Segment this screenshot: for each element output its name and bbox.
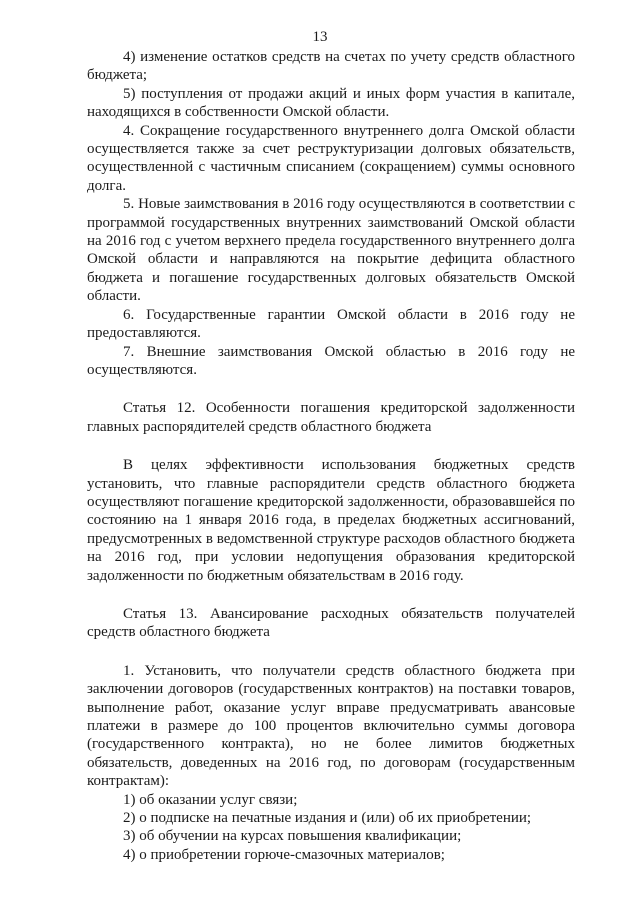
list-item-fuel-lubricants: 4) о приобретении горюче-смазочных материалов; [123, 846, 445, 863]
list-item-subscriptions: 2) о подписке на печатные издания и (или) об их приобретении; [123, 810, 532, 827]
paragraph-4-debt-reduction: 4. Сокращение государственного внутреннего долга Омской области осуществляется также за счет реструктуризации долговых обязательств, осуществленной с частичным списанием (сокращением) суммы основного долга. [87, 122, 575, 194]
paragraph-7-external-borrowings: 7. Внешние заимствования Омской областью в 2016 году не осуществляются. [87, 343, 575, 378]
list-item-training-courses: 3) об обучении на курсах повышения квалификации; [123, 828, 462, 845]
paragraph-item-5-share-sale: 5) поступления от продажи акций и иных форм участия в капитале, находящихся в собственности Омской области. [87, 85, 575, 121]
paragraph-item-4-balance-change: 4) изменение остатков средств на счетах по учету средств областного бюджета; [87, 49, 575, 84]
article-12-paragraph: В целях эффективности использования бюджетных средств установить, что главные распорядители средств областного бюджета осуществляют погашение кредиторской задолженности, образовавшейся по состоянию на 1 января 2016 года, в пределах бюджетных ассигнований, предусмотренных в ведомственной структуре расходов областного бюджета на 2016 год, при условии недопущения образования кредиторской задолженности по бюджетным обязательствам в 2016 году. [87, 457, 575, 584]
document-body [87, 48, 575, 864]
article-13-heading: Статья 13. Авансирование расходных обязательств получателей средств областного бюджета [87, 605, 575, 641]
list-item-communication-services: 1) об оказании услуг связи; [123, 791, 298, 808]
paragraph-5-new-borrowings: 5. Новые заимствования в 2016 году осуществляются в соответствии с программой государственных внутренних заимствований Омской области на 2016 год с учетом верхнего предела государственного внутреннего долга Омской области и направляются на покрытие дефицита областного бюджета и погашение государственных долговых обязательств Омской области. [87, 196, 575, 305]
article-13-paragraph-1: 1. Установить, что получатели средств областного бюджета при заключении договоров (государственных контрактов) на поставки товаров, выполнение работ, оказание услуг вправе предусматривать авансовые платежи в размере до 100 процентов включительно суммы договора (государственного контракта), но не более лимитов бюджетных обязательств, доведенных на 2016 год, по договорам (государственным контрактам): [87, 662, 575, 790]
paragraph-6-state-guarantees: 6. Государственные гарантии Омской области в 2016 году не предоставляются. [87, 306, 575, 342]
article-12-heading: Статья 12. Особенности погашения кредиторской задолженности главных распорядителей средств областного бюджета [87, 400, 575, 435]
page-number: 13 [312, 29, 328, 45]
